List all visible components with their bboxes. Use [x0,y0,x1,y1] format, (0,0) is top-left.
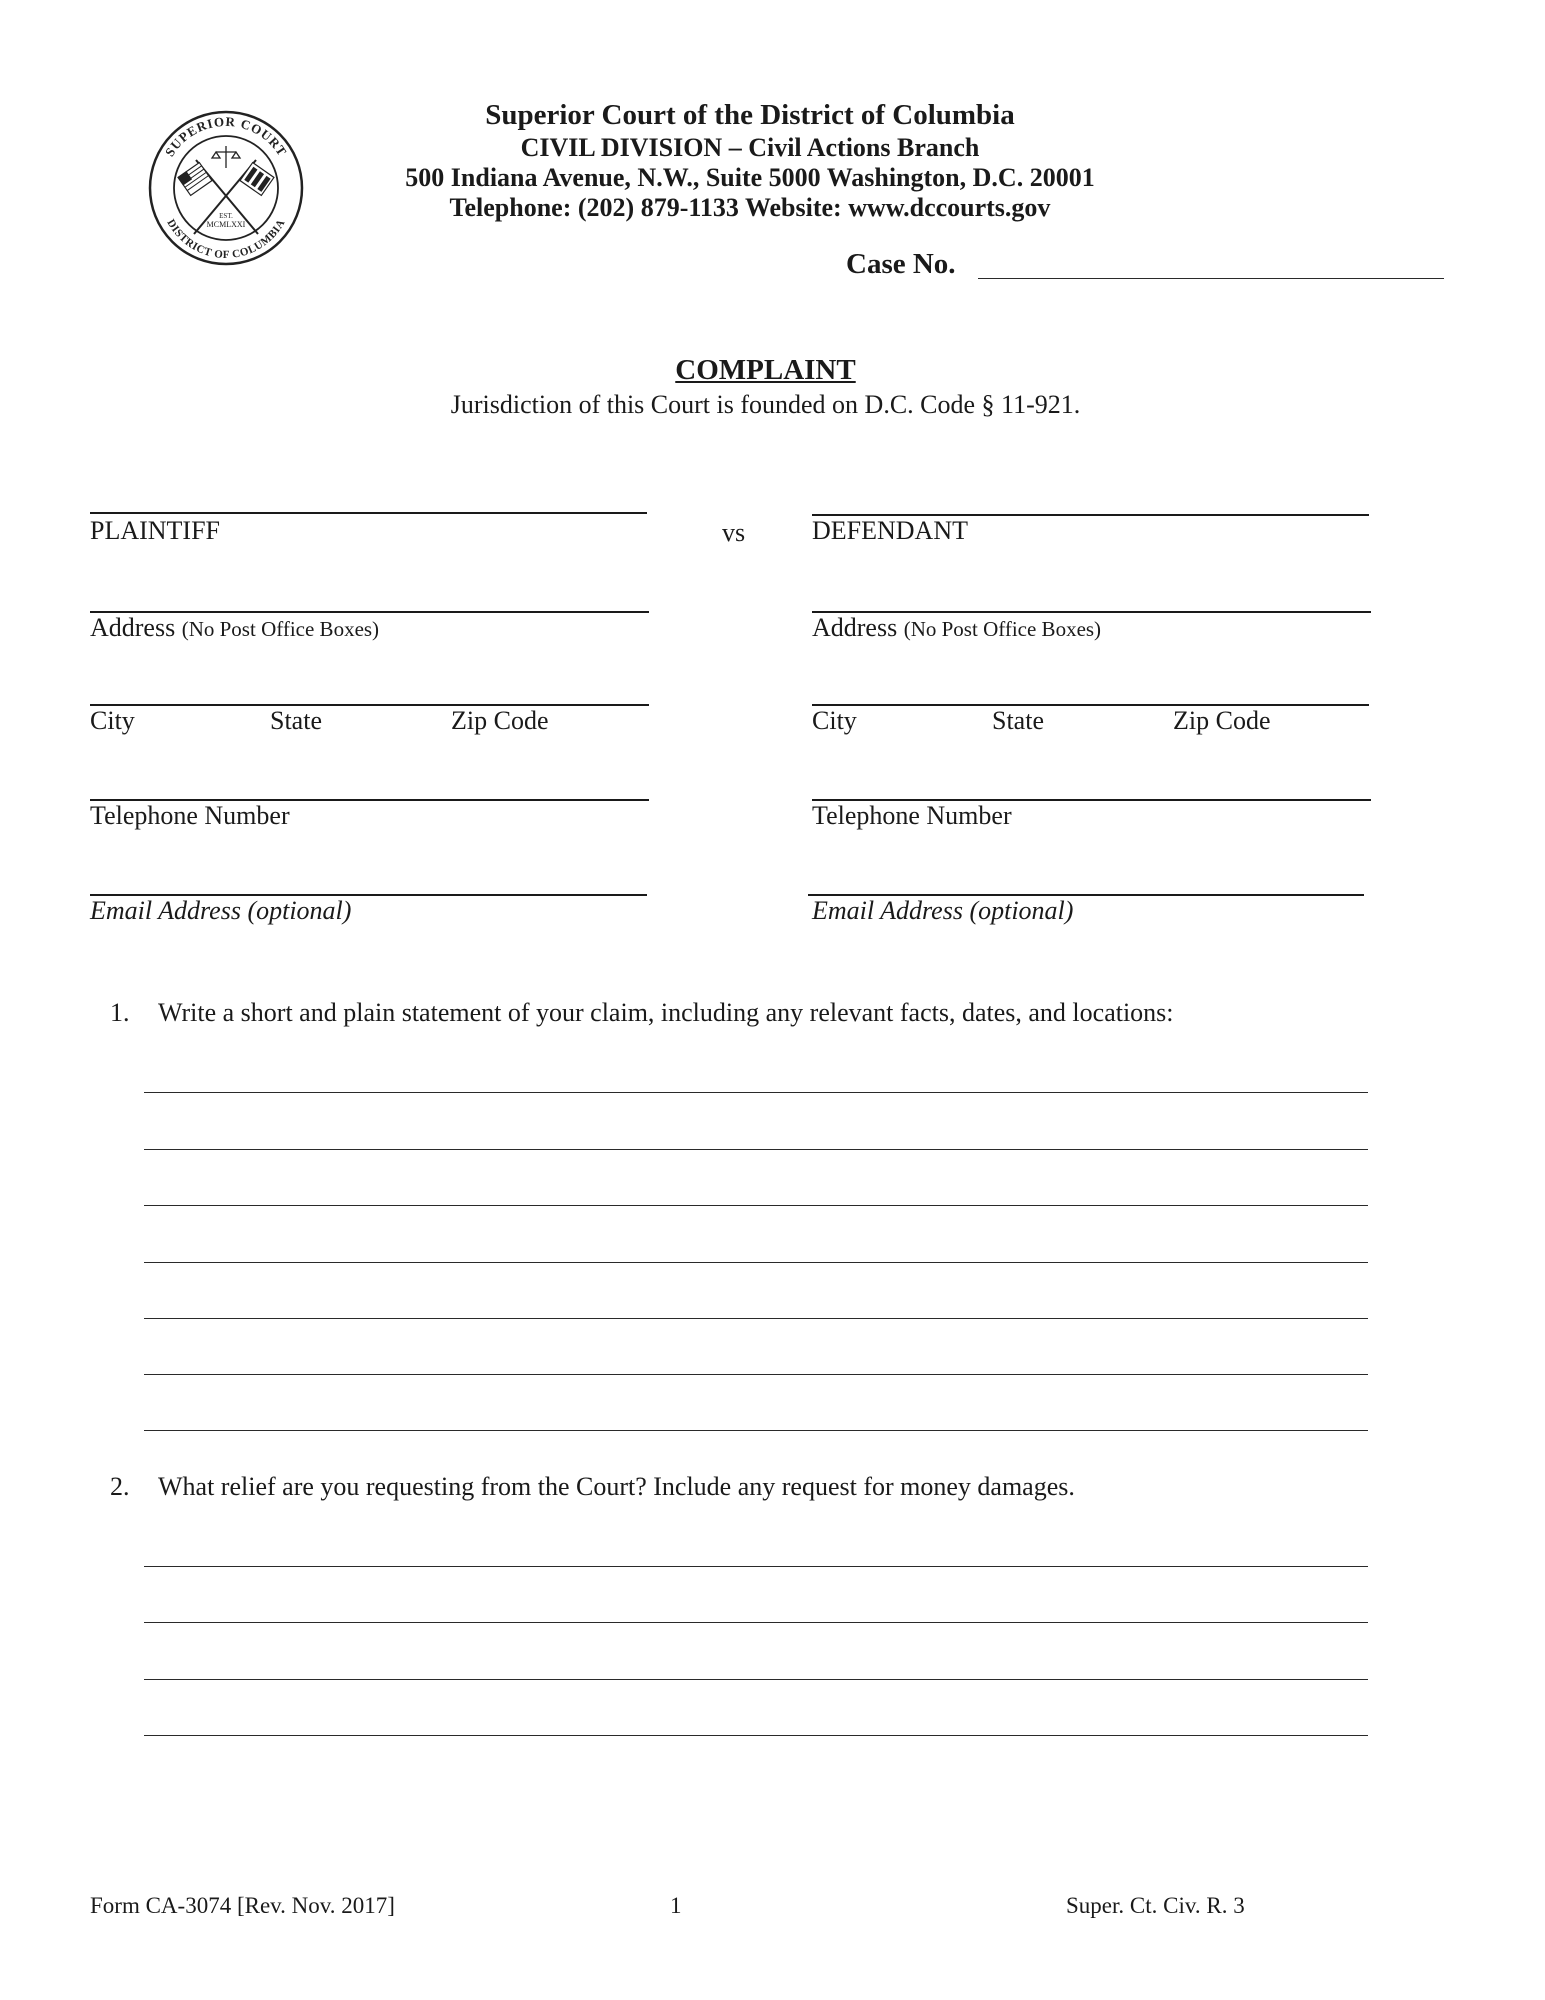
claim-line[interactable] [144,1318,1368,1319]
plaintiff-label: PLAINTIFF [90,516,221,545]
defendant-city-state-zip-field[interactable] [812,704,1369,706]
versus-label: vs [722,518,746,547]
claim-line[interactable] [144,1149,1368,1150]
claim-line[interactable] [144,1430,1368,1431]
plaintiff-address-text: Address [90,613,176,642]
us-flag-icon [178,163,212,196]
plaintiff-zip-label: Zip Code [451,706,549,735]
defendant-city-label: City [812,706,857,735]
page-number: 1 [670,1893,682,1918]
question-1-text: Write a short and plain statement of your claim, including any relevant facts, dates, and locations: [158,998,1174,1027]
seal-bottom-text: DISTRICT OF COLUMBIA [164,217,288,262]
plaintiff-state-label: State [270,706,322,735]
seal-est: EST. [219,212,233,220]
claim-line[interactable] [144,1205,1368,1206]
defendant-label: DEFENDANT [812,516,968,545]
defendant-address-text: Address [812,613,898,642]
question-2-number: 2. [110,1472,130,1501]
division-name: CIVIL DIVISION – Civil Actions Branch [520,133,980,162]
plaintiff-address-label [90,613,379,643]
case-no-field[interactable] [978,278,1444,279]
defendant-address-label [812,613,1101,643]
court-address: 500 Indiana Avenue, N.W., Suite 5000 Washington, D.C. 20001 [405,163,1095,192]
plaintiff-city-label: City [90,706,135,735]
dc-flag-icon [240,163,274,196]
claim-line[interactable] [144,1262,1368,1263]
relief-line[interactable] [144,1735,1368,1736]
defendant-zip-label: Zip Code [1173,706,1271,735]
defendant-state-label: State [992,706,1044,735]
claim-line[interactable] [144,1092,1368,1093]
relief-line[interactable] [144,1622,1368,1623]
relief-line[interactable] [144,1566,1368,1567]
question-2-text: What relief are you requesting from the Court? Include any request for money damages. [158,1472,1075,1501]
court-seal [146,108,306,268]
form-number: Form CA-3074 [Rev. Nov. 2017] [90,1893,395,1918]
defendant-address-note: (No Post Office Boxes) [903,617,1102,641]
defendant-email-label: Email Address (optional) [812,896,1074,925]
plaintiff-address-note: (No Post Office Boxes) [181,617,380,641]
court-title: Superior Court of the District of Columbia [485,99,1015,131]
seal-top-text: SUPERIOR COURT [161,113,291,160]
defendant-telephone-label: Telephone Number [812,801,1012,830]
case-no-label: Case No. [846,248,956,280]
plaintiff-telephone-label: Telephone Number [90,801,290,830]
scales-of-justice-icon [212,146,240,168]
jurisdiction-note: Jurisdiction of this Court is founded on D.C. Code § 11-921. [450,390,1081,419]
court-contact: Telephone: (202) 879-1133 Website: www.dccourts.gov [449,193,1051,222]
plaintiff-email-label: Email Address (optional) [90,896,352,925]
claim-line[interactable] [144,1374,1368,1375]
question-1-number: 1. [110,998,130,1027]
seal-year: MCMLXXI [206,220,246,229]
court-rule: Super. Ct. Civ. R. 3 [1066,1893,1245,1918]
relief-line[interactable] [144,1679,1368,1680]
plaintiff-name-field[interactable] [90,512,647,514]
plaintiff-city-state-zip-field[interactable] [90,704,649,706]
complaint-title: COMPLAINT [675,354,856,386]
